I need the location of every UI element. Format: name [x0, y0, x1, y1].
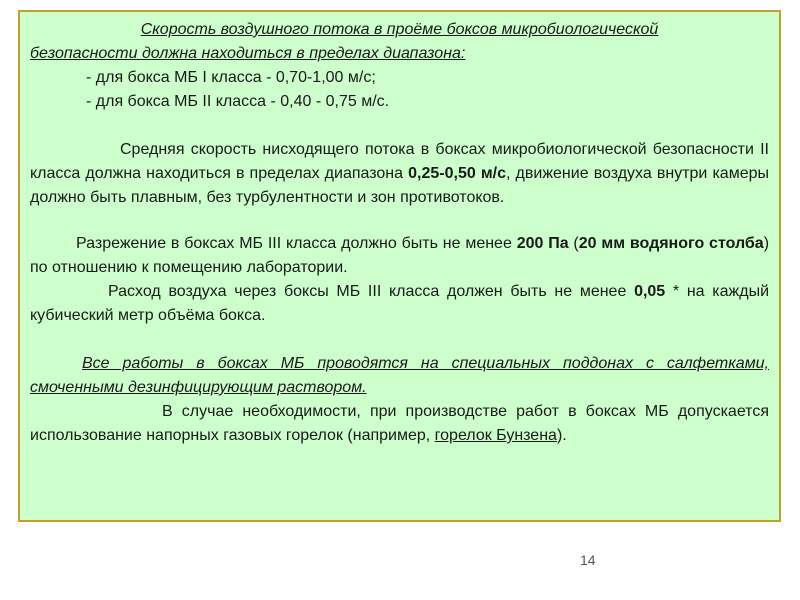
pressure-value-mm: 20 мм водяного столба: [578, 235, 764, 252]
bunsen-burner-link[interactable]: горелок Бунзена: [434, 427, 557, 444]
page-number: 14: [580, 552, 596, 568]
downflow-text-post: , движение воздуха внутри камеры должно быть плавным, без турбулентности и зон противотоков.: [30, 165, 770, 206]
airflow-heading-line1: Скорость воздушного потока в проёме боксов микробиологической: [140, 21, 659, 38]
burner-text-post: ).: [556, 427, 567, 444]
airflow-rate-value: 0,05: [634, 283, 666, 300]
airflow-heading: [30, 18, 769, 42]
pressure-paragraph: [30, 232, 769, 280]
burner-paragraph: [30, 400, 769, 448]
pressure-text-post: ) по отношению к помещению лаборатории.: [30, 235, 770, 276]
downflow-paragraph: [30, 138, 769, 210]
airflow-rate-text-pre: Расход воздуха через боксы МБ III класса должен быть не менее: [108, 283, 635, 300]
airflow-rate-paragraph: [30, 280, 769, 328]
pressure-text-mid: (: [568, 235, 579, 252]
airflow-heading-cont: [30, 42, 769, 66]
downflow-text-pre: Средняя скорость нисходящего потока в боксах микробиологической безопасности II класса должна находиться в пределах диапазона: [30, 141, 769, 182]
airflow-item-class1: - для бокса МБ I класса - 0,70-1,00 м/с;: [86, 69, 376, 86]
burner-text-pre: В случае необходимости, при производстве работ в боксах МБ допускается использование напорных газовых горелок (например,: [30, 403, 769, 444]
airflow-item-class2: - для бокса МБ II класса - 0,40 - 0,75 м/с.: [86, 93, 390, 110]
downflow-value: 0,25-0,50 м/с: [408, 165, 507, 182]
slide-content-box: [18, 10, 781, 522]
pressure-text-pre: Разрежение в боксах МБ III класса должно быть не менее: [76, 235, 517, 252]
airflow-rate-text-post: * на каждый кубический метр объёма бокса.: [30, 283, 770, 324]
trays-paragraph: Все работы в боксах МБ проводятся на специальных поддонах с салфетками, смоченными дезинфицирующим раствором.: [30, 355, 769, 396]
pressure-value-pa: 200 Па: [516, 235, 569, 252]
airflow-heading-line2: безопасности должна находиться в пределах диапазона:: [30, 45, 466, 62]
